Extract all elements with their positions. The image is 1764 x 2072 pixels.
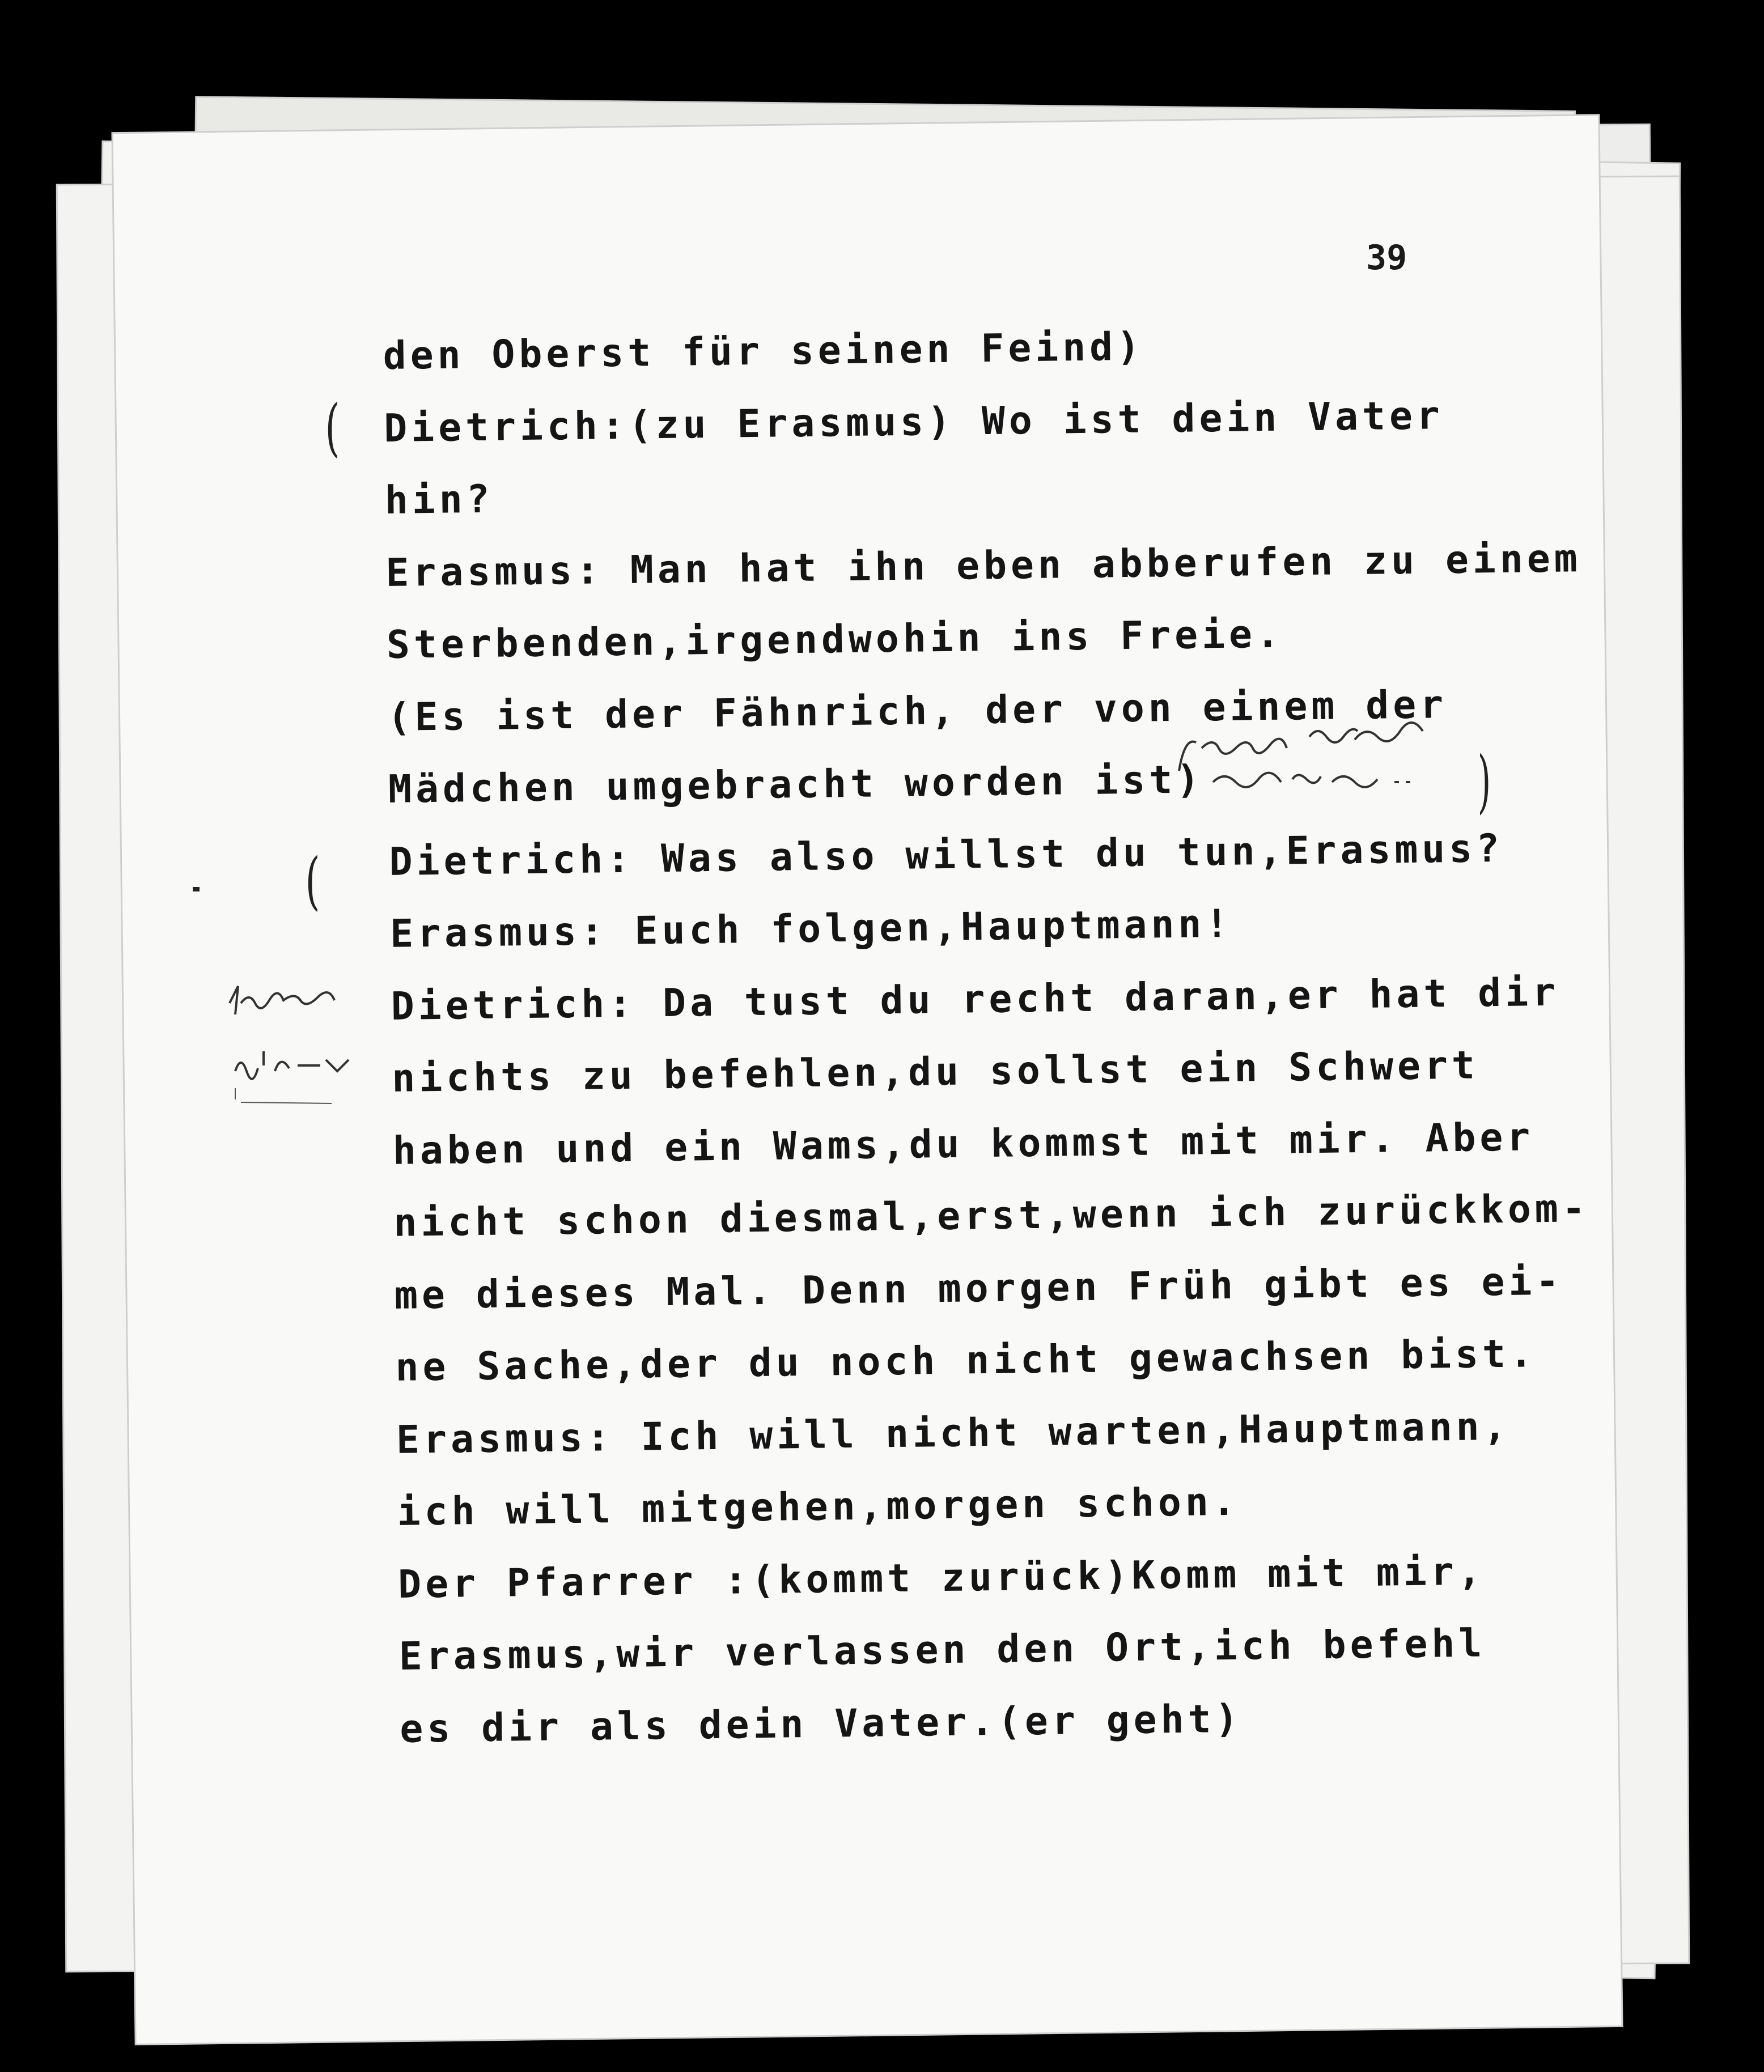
text-line: Erasmus: Euch folgen,Hauptmann!: [389, 901, 1233, 957]
text-line: den Oberst für seinen Feind): [383, 324, 1144, 379]
text-line: Der Pfarrer :(kommt zurück)Komm mit mir,: [397, 1548, 1486, 1607]
handwritten-margin-note: [224, 980, 360, 1116]
ink-dot: [193, 887, 200, 891]
text-line: Erasmus: Man hat ihn eben abberufen zu einem: [385, 536, 1582, 596]
handwritten-annotation: [1168, 714, 1485, 799]
text-line: Mädchen umgebracht worden ist): [388, 757, 1204, 812]
text-line: Dietrich: Was also willst du tun,Erasmus?: [389, 826, 1504, 885]
text-line: Erasmus: Ich will nicht warten,Hauptmann,: [396, 1404, 1511, 1463]
page-number: 39: [1366, 238, 1407, 278]
text-line: Dietrich: Da tust du recht daran,er hat dir: [391, 970, 1560, 1029]
text-line: nichts zu befehlen,du sollst ein Schwert: [391, 1043, 1479, 1101]
text-line: haben und ein Wams,du kommst mit mir. Aber: [392, 1114, 1534, 1174]
text-line: ich will mitgehen,morgen schon.: [397, 1479, 1240, 1535]
text-line: Sterbenden,irgendwohin ins Freie.: [386, 612, 1284, 668]
text-line: (Es ist der Fähnrich, der von einem der: [387, 682, 1448, 740]
typescript-body: [383, 306, 1590, 1765]
text-line: nicht schon diesmal,erst,wenn ich zurückkom-: [393, 1186, 1590, 1246]
text-line: Erasmus,wir verlassen den Ort,ich befehl: [398, 1621, 1486, 1679]
text-line: me dieses Mal. Denn morgen Früh gibt es ei-: [394, 1259, 1563, 1318]
margin-paren-mark: (: [325, 391, 340, 464]
text-line: hin?: [384, 477, 494, 523]
margin-paren-mark: (: [305, 844, 320, 917]
text-line: es dir als dein Vater.(er geht): [399, 1696, 1243, 1752]
text-line: ne Sache,der du noch nicht gewachsen bist.: [395, 1331, 1537, 1390]
margin-paren-mark: ): [1477, 742, 1491, 821]
text-line: Dietrich:(zu Erasmus) Wo ist dein Vater: [383, 393, 1444, 451]
